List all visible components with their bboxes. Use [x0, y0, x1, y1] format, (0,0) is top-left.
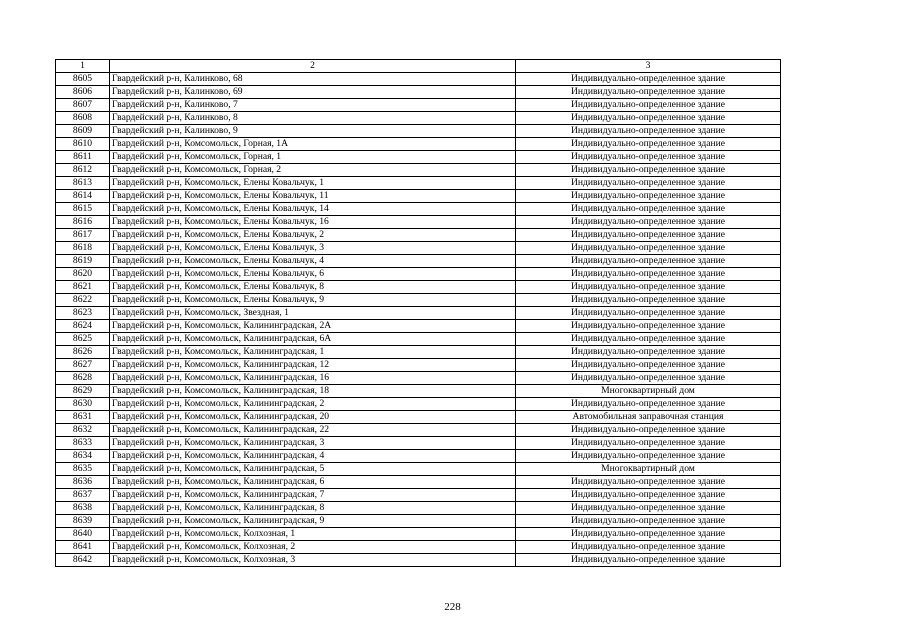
row-number-cell: 8633: [56, 437, 110, 450]
address-cell: Гвардейский р-н, Комсомольск, Елены Ковальчук, 6: [110, 268, 516, 281]
building-type-cell: Индивидуально-определенное здание: [516, 476, 781, 489]
table-row: [56, 86, 781, 99]
address-cell: Гвардейский р-н, Комсомольск, Елены Ковальчук, 9: [110, 294, 516, 307]
row-number-cell: 8628: [56, 372, 110, 385]
table-row: [56, 190, 781, 203]
row-number-cell: 8613: [56, 177, 110, 190]
address-cell: Гвардейский р-н, Комсомольск, Калининградская, 2А: [110, 320, 516, 333]
row-number-cell: 8611: [56, 151, 110, 164]
page-number: 228: [444, 601, 461, 613]
row-number-cell: 8608: [56, 112, 110, 125]
table-row: [56, 359, 781, 372]
building-type-cell: Индивидуально-определенное здание: [516, 151, 781, 164]
row-number-cell: 8612: [56, 164, 110, 177]
property-table: [55, 59, 781, 567]
address-cell: Гвардейский р-н, Комсомольск, Калининградская, 8: [110, 502, 516, 515]
row-number-cell: 8629: [56, 385, 110, 398]
row-number-cell: 8641: [56, 541, 110, 554]
building-type-cell: Индивидуально-определенное здание: [516, 528, 781, 541]
row-number-cell: 8620: [56, 268, 110, 281]
address-cell: Гвардейский р-н, Комсомольск, Звездная, 1: [110, 307, 516, 320]
table-row: [56, 502, 781, 515]
address-cell: Гвардейский р-н, Комсомольск, Горная, 1: [110, 151, 516, 164]
address-cell: Гвардейский р-н, Комсомольск, Елены Ковальчук, 1: [110, 177, 516, 190]
table-row: [56, 463, 781, 476]
address-cell: Гвардейский р-н, Комсомольск, Калининградская, 20: [110, 411, 516, 424]
row-number-cell: 8606: [56, 86, 110, 99]
row-number-cell: 8642: [56, 554, 110, 567]
building-type-cell: Индивидуально-определенное здание: [516, 242, 781, 255]
building-type-cell: Индивидуально-определенное здание: [516, 281, 781, 294]
table-row: [56, 294, 781, 307]
row-number-cell: 8609: [56, 125, 110, 138]
building-type-cell: Индивидуально-определенное здание: [516, 359, 781, 372]
row-number-cell: 8634: [56, 450, 110, 463]
building-type-cell: Многоквартирный дом: [516, 463, 781, 476]
building-type-cell: Индивидуально-определенное здание: [516, 554, 781, 567]
row-number-cell: 8610: [56, 138, 110, 151]
table-row: [56, 385, 781, 398]
address-cell: Гвардейский р-н, Калинково, 9: [110, 125, 516, 138]
table-row: [56, 229, 781, 242]
address-cell: Гвардейский р-н, Комсомольск, Калининградская, 4: [110, 450, 516, 463]
building-type-cell: Индивидуально-определенное здание: [516, 229, 781, 242]
building-type-cell: Индивидуально-определенное здание: [516, 99, 781, 112]
building-type-cell: Индивидуально-определенное здание: [516, 164, 781, 177]
address-cell: Гвардейский р-н, Комсомольск, Колхозная, 1: [110, 528, 516, 541]
row-number-cell: 8631: [56, 411, 110, 424]
building-type-cell: Индивидуально-определенное здание: [516, 333, 781, 346]
row-number-cell: 8627: [56, 359, 110, 372]
address-cell: Гвардейский р-н, Калинково, 68: [110, 73, 516, 86]
address-cell: Гвардейский р-н, Комсомольск, Елены Ковальчук, 14: [110, 203, 516, 216]
table-row: [56, 398, 781, 411]
address-cell: Гвардейский р-н, Комсомольск, Калининградская, 16: [110, 372, 516, 385]
address-cell: Гвардейский р-н, Комсомольск, Калининградская, 2: [110, 398, 516, 411]
row-number-cell: 8621: [56, 281, 110, 294]
address-cell: Гвардейский р-н, Калинково, 69: [110, 86, 516, 99]
building-type-cell: Индивидуально-определенное здание: [516, 216, 781, 229]
table-row: [56, 333, 781, 346]
address-cell: Гвардейский р-н, Калинково, 7: [110, 99, 516, 112]
column-header-type: 3: [516, 60, 781, 73]
building-type-cell: Индивидуально-определенное здание: [516, 125, 781, 138]
building-type-cell: Автомобильная заправочная станция: [516, 411, 781, 424]
building-type-cell: Индивидуально-определенное здание: [516, 346, 781, 359]
row-number-cell: 8619: [56, 255, 110, 268]
column-header-number: 1: [56, 60, 110, 73]
row-number-cell: 8622: [56, 294, 110, 307]
building-type-cell: Индивидуально-определенное здание: [516, 294, 781, 307]
table-row: [56, 528, 781, 541]
address-cell: Гвардейский р-н, Комсомольск, Горная, 1А: [110, 138, 516, 151]
row-number-cell: 8617: [56, 229, 110, 242]
table-row: [56, 125, 781, 138]
table-row: [56, 476, 781, 489]
row-number-cell: 8614: [56, 190, 110, 203]
table-header-row: [56, 60, 781, 73]
row-number-cell: 8605: [56, 73, 110, 86]
address-cell: Гвардейский р-н, Комсомольск, Калининградская, 6А: [110, 333, 516, 346]
building-type-cell: Индивидуально-определенное здание: [516, 73, 781, 86]
table-row: [56, 372, 781, 385]
row-number-cell: 8607: [56, 99, 110, 112]
building-type-cell: Индивидуально-определенное здание: [516, 372, 781, 385]
address-cell: Гвардейский р-н, Комсомольск, Калининградская, 18: [110, 385, 516, 398]
table-row: [56, 541, 781, 554]
table-row: [56, 411, 781, 424]
table-row: [56, 255, 781, 268]
row-number-cell: 8632: [56, 424, 110, 437]
row-number-cell: 8636: [56, 476, 110, 489]
table-row: [56, 216, 781, 229]
building-type-cell: Индивидуально-определенное здание: [516, 541, 781, 554]
building-type-cell: Индивидуально-определенное здание: [516, 437, 781, 450]
building-type-cell: Индивидуально-определенное здание: [516, 450, 781, 463]
row-number-cell: 8615: [56, 203, 110, 216]
address-cell: Гвардейский р-н, Комсомольск, Елены Ковальчук, 2: [110, 229, 516, 242]
address-cell: Гвардейский р-н, Комсомольск, Калининградская, 22: [110, 424, 516, 437]
table-row: [56, 320, 781, 333]
row-number-cell: 8640: [56, 528, 110, 541]
table-row: [56, 281, 781, 294]
building-type-cell: Индивидуально-определенное здание: [516, 515, 781, 528]
address-cell: Гвардейский р-н, Комсомольск, Колхозная, 2: [110, 541, 516, 554]
table-body: [56, 73, 781, 567]
table-row: [56, 489, 781, 502]
table-row: [56, 515, 781, 528]
building-type-cell: Индивидуально-определенное здание: [516, 268, 781, 281]
address-cell: Гвардейский р-н, Комсомольск, Калининградская, 9: [110, 515, 516, 528]
table-row: [56, 164, 781, 177]
building-type-cell: Индивидуально-определенное здание: [516, 307, 781, 320]
table-row: [56, 437, 781, 450]
address-cell: Гвардейский р-н, Комсомольск, Елены Ковальчук, 16: [110, 216, 516, 229]
building-type-cell: Индивидуально-определенное здание: [516, 424, 781, 437]
row-number-cell: 8638: [56, 502, 110, 515]
building-type-cell: Индивидуально-определенное здание: [516, 112, 781, 125]
table-row: [56, 73, 781, 86]
column-header-address: 2: [110, 60, 516, 73]
table-row: [56, 151, 781, 164]
table-row: [56, 138, 781, 151]
row-number-cell: 8618: [56, 242, 110, 255]
address-cell: Гвардейский р-н, Калинково, 8: [110, 112, 516, 125]
building-type-cell: Индивидуально-определенное здание: [516, 86, 781, 99]
address-cell: Гвардейский р-н, Комсомольск, Калининградская, 5: [110, 463, 516, 476]
row-number-cell: 8639: [56, 515, 110, 528]
row-number-cell: 8635: [56, 463, 110, 476]
row-number-cell: 8630: [56, 398, 110, 411]
row-number-cell: 8624: [56, 320, 110, 333]
row-number-cell: 8637: [56, 489, 110, 502]
building-type-cell: Индивидуально-определенное здание: [516, 203, 781, 216]
table-row: [56, 346, 781, 359]
table-row: [56, 268, 781, 281]
table-row: [56, 450, 781, 463]
row-number-cell: 8625: [56, 333, 110, 346]
table-row: [56, 242, 781, 255]
address-cell: Гвардейский р-н, Комсомольск, Калининградская, 7: [110, 489, 516, 502]
address-cell: Гвардейский р-н, Комсомольск, Елены Ковальчук, 8: [110, 281, 516, 294]
building-type-cell: Многоквартирный дом: [516, 385, 781, 398]
table-row: [56, 424, 781, 437]
building-type-cell: Индивидуально-определенное здание: [516, 177, 781, 190]
building-type-cell: Индивидуально-определенное здание: [516, 138, 781, 151]
row-number-cell: 8623: [56, 307, 110, 320]
address-cell: Гвардейский р-н, Комсомольск, Горная, 2: [110, 164, 516, 177]
table-row: [56, 99, 781, 112]
row-number-cell: 8626: [56, 346, 110, 359]
building-type-cell: Индивидуально-определенное здание: [516, 489, 781, 502]
building-type-cell: Индивидуально-определенное здание: [516, 255, 781, 268]
table-row: [56, 177, 781, 190]
building-type-cell: Индивидуально-определенное здание: [516, 398, 781, 411]
address-cell: Гвардейский р-н, Комсомольск, Калининградская, 3: [110, 437, 516, 450]
building-type-cell: Индивидуально-определенное здание: [516, 502, 781, 515]
table-row: [56, 307, 781, 320]
table-row: [56, 554, 781, 567]
table-row: [56, 203, 781, 216]
address-cell: Гвардейский р-н, Комсомольск, Калининградская, 6: [110, 476, 516, 489]
building-type-cell: Индивидуально-определенное здание: [516, 320, 781, 333]
address-cell: Гвардейский р-н, Комсомольск, Колхозная, 3: [110, 554, 516, 567]
building-type-cell: Индивидуально-определенное здание: [516, 190, 781, 203]
address-cell: Гвардейский р-н, Комсомольск, Елены Ковальчук, 4: [110, 255, 516, 268]
address-cell: Гвардейский р-н, Комсомольск, Калининградская, 1: [110, 346, 516, 359]
row-number-cell: 8616: [56, 216, 110, 229]
address-cell: Гвардейский р-н, Комсомольск, Елены Ковальчук, 11: [110, 190, 516, 203]
address-cell: Гвардейский р-н, Комсомольск, Елены Ковальчук, 3: [110, 242, 516, 255]
table-row: [56, 112, 781, 125]
address-cell: Гвардейский р-н, Комсомольск, Калининградская, 12: [110, 359, 516, 372]
